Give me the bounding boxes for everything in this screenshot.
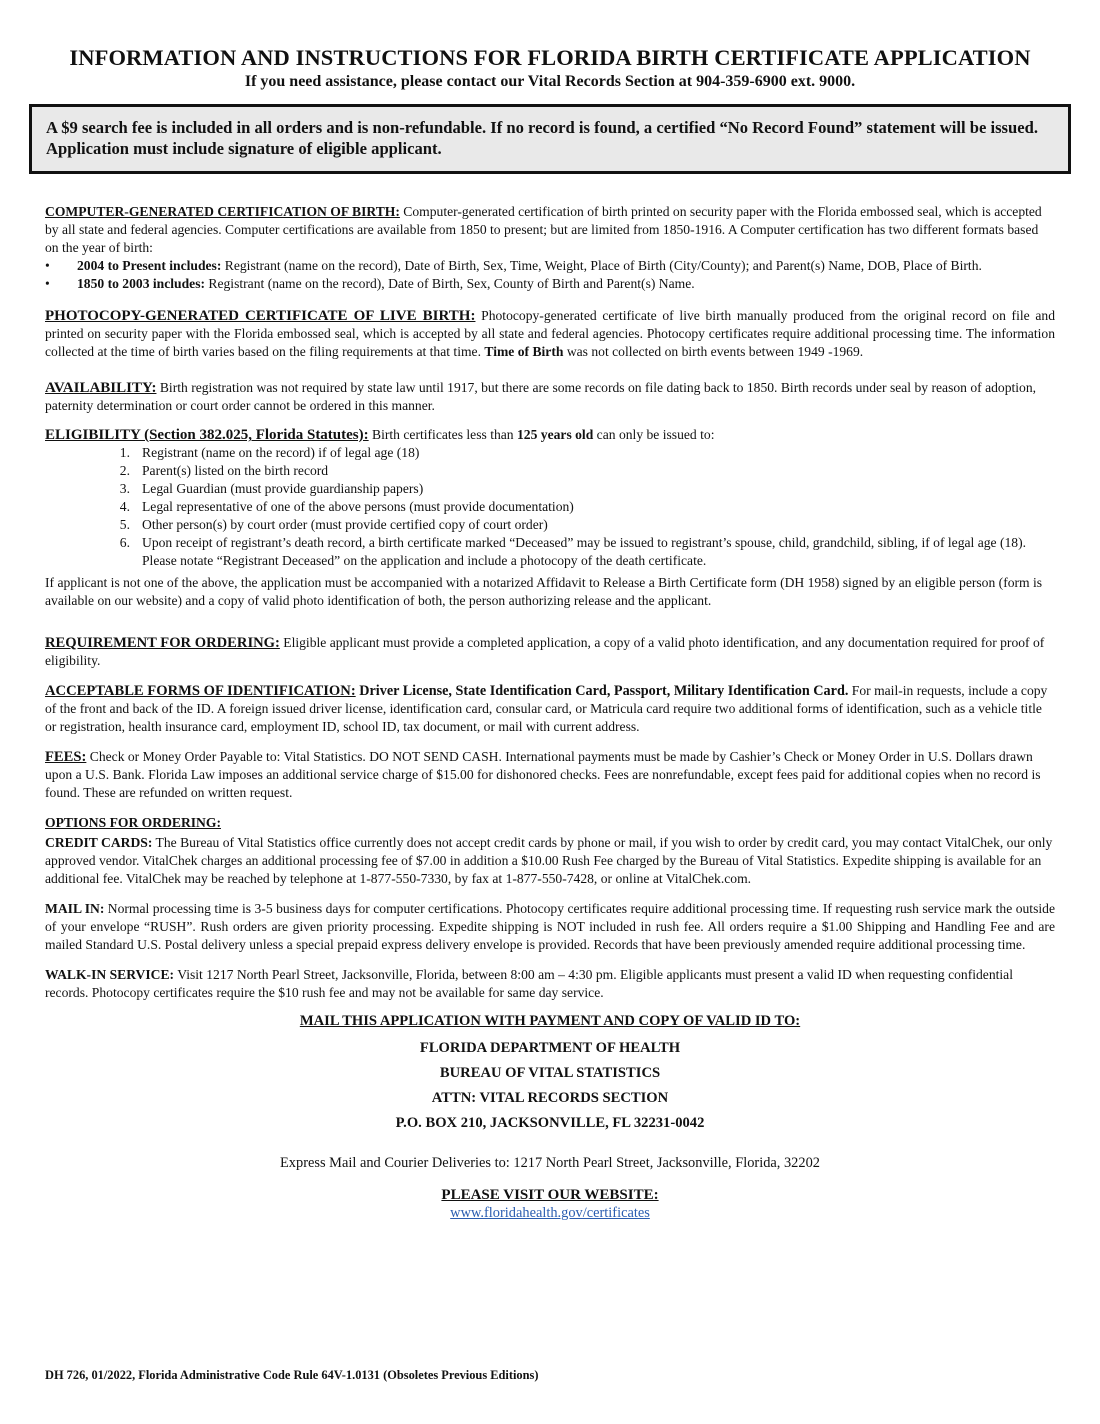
options-heading: OPTIONS FOR ORDERING: — [45, 815, 221, 830]
credit-cards-text: The Bureau of Vital Statistics office currently does not accept credit cards by phone or mail, if you wish to order by credit card, you may contact VitalChek, our only approved vendor. VitalChek charges an additional processing fee of $7.00 in addition a $10.00 Rush Fee charged by the Bureau of Vital Statistics. Expedite shipping is available for an additional fee. VitalChek may be reached by telephone at 1-877-550-7330, by fax at 1-877-550-7428, or online at VitalChek.com. — [45, 835, 1053, 886]
item-text: Legal representative of one of the above persons (must provide documentation) — [142, 499, 574, 514]
item-number: 6. — [119, 535, 130, 550]
credit-cards-label: CREDIT CARDS: — [45, 835, 153, 850]
item-text: Upon receipt of registrant’s death record, a birth certificate marked “Deceased” may be issued to registrant’s spouse, child, grandchild, sibling, if of legal age (18). Please notate “Registrant Deceased” on the application and include a photocopy of the death certificate. — [142, 535, 1027, 568]
photocopy-cert-text: Photocopy-generated certificate of live birth manually produced from the original record on file and printed on security paper with the Florida embossed seal, which is accepted by all state and federal agencies. Photocopy certificates require additional processing time. The information collected at the time of birth varies based on the filing requirements at that time. — [45, 308, 1056, 359]
website-heading: PLEASE VISIT OUR WEBSITE: — [441, 1187, 659, 1203]
format-text: Registrant (name on the record), Date of Birth, Sex, Time, Weight, Place of Birth (City/County); and Parent(s) Name, DOB, Place of Birth. — [221, 258, 982, 273]
identification-heading: ACCEPTABLE FORMS OF IDENTIFICATION: — [45, 683, 356, 699]
mailing-address — [45, 1036, 1055, 1136]
list-item — [119, 444, 1055, 462]
walk-in-label: WALK-IN SERVICE: — [45, 967, 175, 982]
affidavit-note: If applicant is not one of the above, the application must be accompanied with a notarized Affidavit to Release a Birth Certificate form (DH 1958) signed by an eligible person (form is available on our website) and a copy of valid photo identification of both, the person authorizing release and the applicant. — [45, 575, 1043, 608]
item-text: Legal Guardian (must provide guardianship papers) — [142, 481, 424, 496]
mail-in-section — [45, 900, 1055, 954]
requirement-section — [45, 634, 1055, 670]
computer-cert-section — [45, 203, 1055, 257]
mail-in-label: MAIL IN: — [45, 901, 105, 916]
website-link[interactable]: www.floridahealth.gov/certificates — [450, 1205, 650, 1221]
photocopy-cert-section — [45, 307, 1055, 361]
availability-heading: AVAILABILITY: — [45, 380, 157, 396]
eligibility-text-end: can only be issued to: — [593, 427, 715, 442]
identification-text: For mail-in requests, include a copy of the front and back of the ID. A foreign issued driver license, identification card, consular card, or Matricula card require two additional forms of identification, such as a vehicle title or registration, health insurance card, employment ID, school ID, tax document, or mail with current address. — [45, 683, 1048, 734]
item-number: 5. — [119, 517, 130, 532]
item-text: Other person(s) by court order (must provide certified copy of court order) — [142, 517, 548, 532]
fees-heading: FEES: — [45, 749, 87, 765]
list-item — [119, 516, 1055, 534]
item-number: 2. — [119, 463, 130, 478]
format-label: 1850 to 2003 includes: — [77, 276, 206, 291]
format-label: 2004 to Present includes: — [77, 258, 222, 273]
express-mail-note: Express Mail and Courier Deliveries to: 1217 North Pearl Street, Jacksonville, Florida, 32202 — [280, 1155, 820, 1171]
fees-section — [45, 748, 1055, 802]
eligibility-text: Birth certificates less than — [368, 427, 517, 442]
fees-text: Check or Money Order Payable to: Vital Statistics. DO NOT SEND CASH. International payments must be made by Cashier’s Check or Money Order in U.S. Dollars drawn upon a U.S. Bank. Florida Law imposes an additional service charge of $15.00 for dishonored checks. Fees are nonrefundable, except fees paid for additional copies when no record is found. These are refunded on written request. — [45, 749, 1041, 800]
eligibility-list — [45, 444, 1055, 570]
item-text: Registrant (name on the record) if of legal age (18) — [142, 445, 420, 460]
eligibility-age-bold: 125 years old — [517, 427, 594, 442]
requirement-text: Eligible applicant must provide a completed application, a copy of a valid photo identification, and any documentation required for proof of eligibility. — [45, 635, 1045, 668]
walk-in-section — [45, 966, 1055, 1002]
item-text: Parent(s) listed on the birth record — [142, 463, 329, 478]
mail-in-text: Normal processing time is 3-5 business days for computer certifications. Photocopy certificates require additional processing time. If requesting rush service mark the outside of your envelope “RUSH”. Rush orders are given priority processing. Expedite shipping is NOT included in rush fee. All orders require a $1.00 Shipping and Handling Fee and are mailed Standard U.S. Postal delivery unless a special prepaid express delivery envelope is provided. Records that have been previously amended require additional processing time. — [45, 901, 1055, 952]
form-footer: DH 726, 01/2022, Florida Administrative Code Rule 64V-1.0131 (Obsoletes Previous Editions) — [45, 1368, 539, 1382]
identification-section — [45, 682, 1055, 736]
assistance-subtitle: If you need assistance, please contact our Vital Records Section at 904-359-6900 ext. 9000. — [244, 73, 856, 90]
page-title: INFORMATION AND INSTRUCTIONS FOR FLORIDA BIRTH CERTIFICATE APPLICATION — [69, 45, 1031, 70]
item-number: 4. — [119, 499, 130, 514]
address-line: P.O. BOX 210, JACKSONVILLE, FL 32231-0042 — [395, 1115, 705, 1131]
credit-cards-section — [45, 834, 1055, 888]
computer-cert-formats-list — [45, 257, 1055, 293]
options-heading-row — [45, 814, 1055, 832]
list-item — [77, 275, 1055, 293]
eligibility-heading: ELIGIBILITY (Section 382.025, Florida Statutes): — [45, 427, 369, 443]
list-item — [119, 462, 1055, 480]
item-number: 1. — [119, 445, 130, 460]
list-item — [119, 498, 1055, 516]
mail-to-heading-row — [45, 1012, 1055, 1030]
photocopy-cert-heading: PHOTOCOPY-GENERATED CERTIFICATE OF LIVE BIRTH: — [45, 308, 476, 324]
fee-notice-box: A $9 search fee is included in all orders and is non-refundable. If no record is found, a certified “No Record Found” statement will be issued. Application must include signature of eligible applicant. — [29, 104, 1071, 174]
address-line: FLORIDA DEPARTMENT OF HEALTH — [419, 1040, 681, 1056]
address-line: BUREAU OF VITAL STATISTICS — [439, 1065, 661, 1081]
list-item — [77, 257, 1055, 275]
item-number: 3. — [119, 481, 130, 496]
website-heading-row — [45, 1186, 1055, 1204]
computer-cert-text: Computer-generated certification of birth printed on security paper with the Florida embossed seal, which is accepted by all state and federal agencies. Computer certifications are available from 1850 to present; but are limited from 1850-1916. A Computer certification has two different formats based on the year of birth: — [45, 204, 1042, 255]
list-item — [119, 534, 1055, 570]
document-page — [45, 44, 1055, 1222]
list-item — [119, 480, 1055, 498]
eligibility-section — [45, 426, 1055, 444]
requirement-heading: REQUIREMENT FOR ORDERING: — [45, 635, 280, 651]
computer-cert-heading: COMPUTER-GENERATED CERTIFICATION OF BIRTH: — [45, 204, 400, 219]
website-link-row — [45, 1204, 1055, 1222]
availability-text: Birth registration was not required by state law until 1917, but there are some records on file dating back to 1850. Birth records under seal by reason of adoption, paternity determination or court order cannot be ordered in this manner. — [45, 380, 1037, 413]
address-line: ATTN: VITAL RECORDS SECTION — [431, 1090, 669, 1106]
format-text: Registrant (name on the record), Date of Birth, Sex, County of Birth and Parent(s) Name. — [205, 276, 695, 291]
photocopy-cert-text-end: was not collected on birth events between 1949 -1969. — [563, 344, 864, 359]
availability-section — [45, 379, 1055, 415]
walk-in-text: Visit 1217 North Pearl Street, Jacksonville, Florida, between 8:00 am – 4:30 pm. Eligible applicants must present a valid ID when requesting confidential records. Photocopy certificates require the $10 rush fee and may not be available for same day service. — [45, 967, 1013, 1000]
time-of-birth-bold: Time of Birth — [484, 344, 564, 359]
mail-to-heading: MAIL THIS APPLICATION WITH PAYMENT AND COPY OF VALID ID TO: — [299, 1013, 801, 1029]
identification-types: Driver License, State Identification Card, Passport, Military Identification Card. — [355, 683, 849, 699]
